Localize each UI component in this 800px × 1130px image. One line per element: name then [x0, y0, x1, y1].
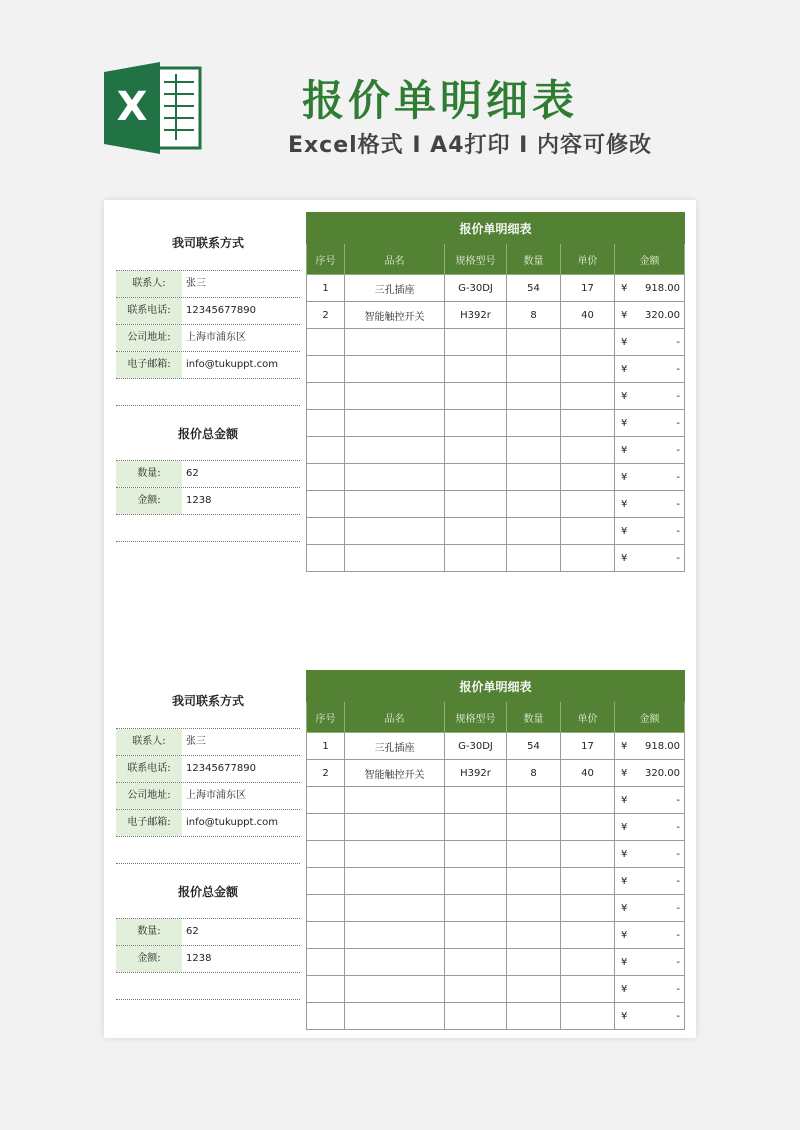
divider	[116, 973, 300, 1000]
table-cell[interactable]	[445, 491, 507, 518]
amount-cell[interactable]	[615, 383, 685, 410]
amount-cell[interactable]	[615, 922, 685, 949]
column-header: 序号	[307, 702, 345, 733]
table-cell[interactable]	[345, 410, 445, 437]
table-cell[interactable]	[345, 491, 445, 518]
table-cell[interactable]	[561, 518, 615, 545]
table-row	[307, 760, 685, 787]
contact-row	[116, 728, 300, 756]
table-row	[307, 356, 685, 383]
table-cell[interactable]	[507, 464, 561, 491]
table-row	[307, 545, 685, 572]
table-row	[307, 949, 685, 976]
table-cell[interactable]	[507, 976, 561, 1003]
amount-cell[interactable]	[615, 1003, 685, 1030]
amount-value: 320.00	[645, 767, 681, 779]
totals-row	[116, 946, 300, 973]
table-cell[interactable]	[507, 383, 561, 410]
table-cell[interactable]	[561, 410, 615, 437]
table-cell[interactable]	[307, 383, 345, 410]
table-cell[interactable]: 智能触控开关	[345, 302, 445, 329]
table-row	[307, 922, 685, 949]
contact-label: 电子邮箱:	[116, 810, 182, 836]
column-header: 规格型号	[445, 702, 507, 733]
divider	[116, 837, 300, 864]
currency-symbol: ¥	[621, 417, 628, 429]
currency-symbol: ¥	[621, 498, 628, 510]
table-cell[interactable]: 54	[507, 733, 561, 760]
table-cell[interactable]	[561, 841, 615, 868]
divider	[116, 379, 300, 406]
table-cell[interactable]	[345, 545, 445, 572]
amount-value: -	[676, 902, 681, 914]
contact-value[interactable]: 12345677890	[186, 763, 256, 774]
amount-cell[interactable]	[615, 976, 685, 1003]
currency-symbol: ¥	[621, 444, 628, 456]
table-cell[interactable]	[507, 814, 561, 841]
table-cell[interactable]	[307, 491, 345, 518]
table-cell[interactable]	[345, 895, 445, 922]
totals-value[interactable]: 62	[186, 926, 199, 937]
contact-label: 联系人:	[116, 271, 182, 297]
amount-value: -	[676, 983, 681, 995]
table-row	[307, 787, 685, 814]
table-cell[interactable]	[507, 895, 561, 922]
table-cell[interactable]	[507, 841, 561, 868]
table-cell[interactable]	[561, 949, 615, 976]
table-cell[interactable]	[507, 868, 561, 895]
amount-cell[interactable]	[615, 841, 685, 868]
table-cell[interactable]	[561, 356, 615, 383]
table-cell[interactable]: 54	[507, 275, 561, 302]
totals-value[interactable]: 1238	[186, 953, 212, 964]
table-cell[interactable]	[561, 787, 615, 814]
table-cell[interactable]: G-30DJ	[445, 733, 507, 760]
column-header: 单价	[561, 244, 615, 275]
amount-value: -	[676, 875, 681, 887]
column-header: 规格型号	[445, 244, 507, 275]
amount-value: 918.00	[645, 282, 681, 294]
table-cell[interactable]	[345, 1003, 445, 1030]
table-cell[interactable]	[307, 437, 345, 464]
amount-cell[interactable]	[615, 787, 685, 814]
table-cell[interactable]	[345, 868, 445, 895]
table-cell[interactable]	[307, 895, 345, 922]
table-cell[interactable]: H392r	[445, 302, 507, 329]
amount-cell[interactable]	[615, 949, 685, 976]
amount-cell[interactable]	[615, 275, 685, 302]
column-header: 金额	[615, 702, 685, 733]
table-cell[interactable]	[307, 841, 345, 868]
table-cell[interactable]	[507, 518, 561, 545]
table-cell[interactable]	[307, 464, 345, 491]
table-row	[307, 814, 685, 841]
contact-panel	[116, 670, 300, 1000]
totals-heading: 报价总金额	[177, 427, 238, 441]
table-cell[interactable]	[345, 841, 445, 868]
contact-value[interactable]: info@tukuppt.com	[186, 359, 278, 370]
currency-symbol: ¥	[621, 552, 628, 564]
table-row	[307, 976, 685, 1003]
currency-symbol: ¥	[621, 309, 628, 321]
contact-value[interactable]: 12345677890	[186, 305, 256, 316]
contact-panel	[116, 212, 300, 542]
totals-label: 数量:	[116, 919, 182, 945]
column-header: 品名	[345, 702, 445, 733]
table-cell[interactable]	[507, 410, 561, 437]
amount-value: -	[676, 444, 681, 456]
contact-value[interactable]: 张三	[186, 736, 206, 747]
amount-cell[interactable]	[615, 302, 685, 329]
currency-symbol: ¥	[621, 363, 628, 375]
contact-value[interactable]: info@tukuppt.com	[186, 817, 278, 828]
table-cell[interactable]	[307, 545, 345, 572]
table-cell[interactable]	[345, 356, 445, 383]
amount-cell[interactable]	[615, 437, 685, 464]
contact-value[interactable]: 上海市浦东区	[186, 332, 246, 343]
table-cell[interactable]	[345, 949, 445, 976]
totals-label: 金额:	[116, 946, 182, 972]
table-cell[interactable]: 40	[561, 302, 615, 329]
amount-value: -	[676, 498, 681, 510]
table-cell[interactable]	[307, 356, 345, 383]
table-row	[307, 895, 685, 922]
excel-logo-icon	[104, 60, 204, 156]
contact-row	[116, 756, 300, 783]
quote-table	[306, 670, 685, 1030]
table-cell[interactable]	[445, 329, 507, 356]
table-cell[interactable]	[507, 329, 561, 356]
table-cell[interactable]: 1	[307, 275, 345, 302]
totals-row	[116, 460, 300, 488]
table-cell[interactable]	[445, 949, 507, 976]
table-cell[interactable]	[445, 895, 507, 922]
totals-row	[116, 918, 300, 946]
table-cell[interactable]	[507, 545, 561, 572]
table-cell[interactable]	[307, 976, 345, 1003]
amount-cell[interactable]	[615, 545, 685, 572]
currency-symbol: ¥	[621, 336, 628, 348]
table-cell[interactable]	[445, 922, 507, 949]
table-row	[307, 275, 685, 302]
contact-label: 电子邮箱:	[116, 352, 182, 378]
table-cell[interactable]: 三孔插座	[345, 275, 445, 302]
table-cell[interactable]: 三孔插座	[345, 733, 445, 760]
table-cell[interactable]	[345, 437, 445, 464]
currency-symbol: ¥	[621, 902, 628, 914]
table-cell[interactable]	[307, 329, 345, 356]
quote-sheet	[104, 200, 696, 1038]
amount-cell[interactable]	[615, 760, 685, 787]
table-cell[interactable]: H392r	[445, 760, 507, 787]
table-cell[interactable]	[445, 383, 507, 410]
amount-cell[interactable]	[615, 895, 685, 922]
table-cell[interactable]	[561, 464, 615, 491]
currency-symbol: ¥	[621, 983, 628, 995]
table-cell[interactable]	[445, 976, 507, 1003]
contact-label: 公司地址:	[116, 325, 182, 351]
totals-value[interactable]: 62	[186, 468, 199, 479]
table-cell[interactable]	[507, 491, 561, 518]
table-cell[interactable]	[307, 518, 345, 545]
totals-value[interactable]: 1238	[186, 495, 212, 506]
column-header: 单价	[561, 702, 615, 733]
amount-value: -	[676, 956, 681, 968]
currency-symbol: ¥	[621, 875, 628, 887]
currency-symbol: ¥	[621, 767, 628, 779]
currency-symbol: ¥	[621, 525, 628, 537]
table-cell[interactable]	[445, 410, 507, 437]
contact-value[interactable]: 张三	[186, 278, 206, 289]
amount-value: -	[676, 417, 681, 429]
currency-symbol: ¥	[621, 821, 628, 833]
contact-row	[116, 783, 300, 810]
table-cell[interactable]: 17	[561, 733, 615, 760]
table-cell[interactable]: 8	[507, 302, 561, 329]
quote-table	[306, 212, 685, 572]
table-cell[interactable]	[507, 949, 561, 976]
table-row	[307, 868, 685, 895]
contact-value[interactable]: 上海市浦东区	[186, 790, 246, 801]
table-cell[interactable]	[345, 383, 445, 410]
table-cell[interactable]	[561, 329, 615, 356]
table-cell[interactable]: G-30DJ	[445, 275, 507, 302]
table-cell[interactable]	[445, 437, 507, 464]
table-cell[interactable]	[345, 787, 445, 814]
table-cell[interactable]	[307, 1003, 345, 1030]
column-header: 序号	[307, 244, 345, 275]
table-caption: 报价单明细表	[307, 213, 685, 244]
table-cell[interactable]: 40	[561, 760, 615, 787]
table-cell[interactable]	[445, 545, 507, 572]
column-header: 数量	[507, 702, 561, 733]
amount-cell[interactable]	[615, 329, 685, 356]
totals-label: 数量:	[116, 461, 182, 487]
column-header: 品名	[345, 244, 445, 275]
currency-symbol: ¥	[621, 740, 628, 752]
amount-value: -	[676, 929, 681, 941]
amount-cell[interactable]	[615, 518, 685, 545]
table-cell[interactable]	[307, 922, 345, 949]
amount-value: -	[676, 336, 681, 348]
table-cell[interactable]	[445, 518, 507, 545]
table-cell[interactable]	[445, 841, 507, 868]
table-cell[interactable]	[561, 976, 615, 1003]
table-cell[interactable]	[561, 545, 615, 572]
table-cell[interactable]	[507, 437, 561, 464]
table-cell[interactable]	[445, 814, 507, 841]
table-row	[307, 491, 685, 518]
table-row	[307, 437, 685, 464]
currency-symbol: ¥	[621, 956, 628, 968]
contact-label: 联系人:	[116, 729, 182, 755]
amount-cell[interactable]	[615, 868, 685, 895]
table-cell[interactable]	[307, 949, 345, 976]
table-row	[307, 383, 685, 410]
table-row	[307, 464, 685, 491]
table-cell[interactable]	[445, 868, 507, 895]
table-cell[interactable]	[561, 922, 615, 949]
table-cell[interactable]	[507, 787, 561, 814]
table-cell[interactable]	[561, 383, 615, 410]
table-cell[interactable]	[307, 787, 345, 814]
totals-heading: 报价总金额	[177, 885, 238, 899]
totals-row	[116, 488, 300, 515]
page-subtitle: Excel格式 I A4打印 I 内容可修改	[287, 133, 653, 158]
divider	[116, 515, 300, 542]
contact-heading: 我司联系方式	[171, 694, 244, 708]
table-cell[interactable]	[561, 1003, 615, 1030]
currency-symbol: ¥	[621, 471, 628, 483]
table-cell[interactable]	[345, 814, 445, 841]
amount-cell[interactable]	[615, 491, 685, 518]
column-header: 金额	[615, 244, 685, 275]
currency-symbol: ¥	[621, 794, 628, 806]
quote-block-2	[104, 670, 696, 1030]
currency-symbol: ¥	[621, 848, 628, 860]
table-cell[interactable]	[561, 814, 615, 841]
table-row	[307, 329, 685, 356]
contact-label: 联系电话:	[116, 298, 182, 324]
table-cell[interactable]	[561, 437, 615, 464]
table-cell[interactable]: 2	[307, 302, 345, 329]
amount-cell[interactable]	[615, 410, 685, 437]
amount-value: -	[676, 848, 681, 860]
table-cell[interactable]	[507, 1003, 561, 1030]
table-cell[interactable]: 智能触控开关	[345, 760, 445, 787]
table-cell[interactable]	[345, 329, 445, 356]
table-cell[interactable]	[445, 1003, 507, 1030]
table-cell[interactable]	[307, 814, 345, 841]
table-cell[interactable]: 2	[307, 760, 345, 787]
table-cell[interactable]: 1	[307, 733, 345, 760]
amount-value: -	[676, 552, 681, 564]
amount-value: 320.00	[645, 309, 681, 321]
contact-heading: 我司联系方式	[171, 236, 244, 250]
table-cell[interactable]	[561, 895, 615, 922]
contact-label: 公司地址:	[116, 783, 182, 809]
table-row	[307, 841, 685, 868]
amount-value: -	[676, 363, 681, 375]
amount-value: -	[676, 794, 681, 806]
page-title: 报价单明细表	[301, 76, 578, 125]
currency-symbol: ¥	[621, 929, 628, 941]
excel-logo-letter: X	[116, 84, 148, 130]
table-cell[interactable]	[561, 868, 615, 895]
table-cell[interactable]	[307, 868, 345, 895]
contact-label: 联系电话:	[116, 756, 182, 782]
table-cell[interactable]	[345, 464, 445, 491]
amount-value: -	[676, 390, 681, 402]
table-caption: 报价单明细表	[307, 671, 685, 702]
amount-value: -	[676, 821, 681, 833]
contact-row	[116, 810, 300, 837]
amount-value: 918.00	[645, 740, 681, 752]
table-cell[interactable]	[345, 976, 445, 1003]
amount-value: -	[676, 1010, 681, 1022]
table-cell[interactable]	[507, 922, 561, 949]
amount-cell[interactable]	[615, 814, 685, 841]
table-cell[interactable]	[307, 410, 345, 437]
table-cell[interactable]	[507, 356, 561, 383]
contact-row	[116, 270, 300, 298]
table-row	[307, 410, 685, 437]
amount-cell[interactable]	[615, 733, 685, 760]
column-header: 数量	[507, 244, 561, 275]
amount-cell[interactable]	[615, 356, 685, 383]
amount-value: -	[676, 525, 681, 537]
table-cell[interactable]	[445, 356, 507, 383]
table-cell[interactable]: 17	[561, 275, 615, 302]
table-cell[interactable]	[561, 491, 615, 518]
table-cell[interactable]: 8	[507, 760, 561, 787]
table-row	[307, 518, 685, 545]
totals-label: 金额:	[116, 488, 182, 514]
contact-row	[116, 352, 300, 379]
table-cell[interactable]	[345, 518, 445, 545]
quote-block-1	[104, 212, 696, 572]
currency-symbol: ¥	[621, 390, 628, 402]
contact-row	[116, 325, 300, 352]
contact-row	[116, 298, 300, 325]
table-cell[interactable]	[445, 464, 507, 491]
table-cell[interactable]	[445, 787, 507, 814]
amount-value: -	[676, 471, 681, 483]
table-row	[307, 302, 685, 329]
table-row	[307, 733, 685, 760]
currency-symbol: ¥	[621, 282, 628, 294]
currency-symbol: ¥	[621, 1010, 628, 1022]
table-cell[interactable]	[345, 922, 445, 949]
table-row	[307, 1003, 685, 1030]
amount-cell[interactable]	[615, 464, 685, 491]
